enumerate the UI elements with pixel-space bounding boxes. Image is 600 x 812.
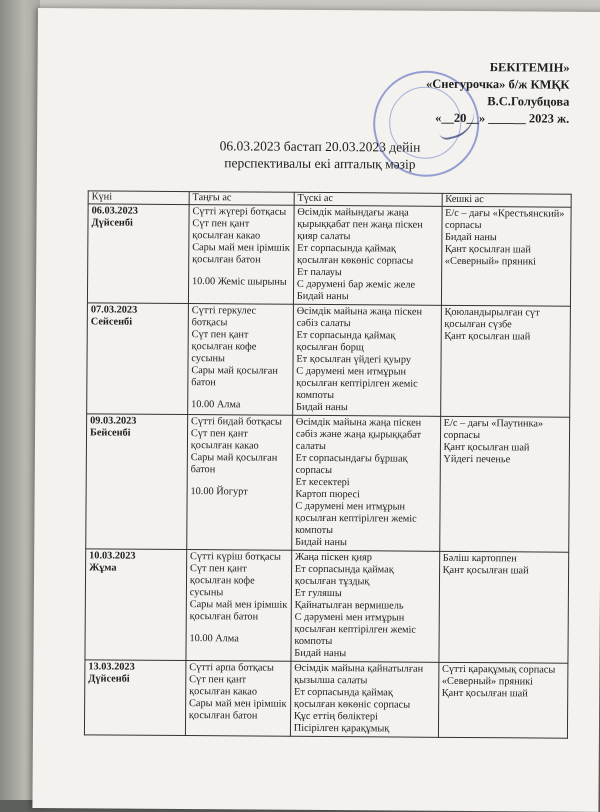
dinner-item: Е/с – дағы «Паутинка» сорпасы: [443, 417, 544, 442]
approval-line-1: БЕКІТЕМІН»: [489, 60, 570, 75]
snack-item: 10.00 Йогурт: [190, 486, 248, 498]
lunch-item: Ет сорпасында қаймақ қосылған борщ: [296, 329, 396, 354]
breakfast-item: Сүт пен қант қосылған какао: [190, 428, 259, 452]
breakfast-item: Сары май қосылған батон: [191, 365, 278, 389]
lunch-item: Бидай наны: [296, 401, 348, 414]
breakfast-item: Сары май қосылған батон: [190, 452, 278, 476]
menu-document: [32, 8, 600, 812]
dinner-cell: [440, 305, 570, 417]
lunch-item: Ет гуляшы: [294, 587, 342, 600]
row-date: 07.03.2023: [90, 304, 138, 316]
breakfast-item: Сары май мен ірімшік қосылған батон: [192, 242, 290, 266]
dinner-item: Үйдегі печенье: [443, 453, 511, 466]
table-row: [85, 549, 569, 663]
menu-table-body: [84, 204, 571, 738]
row-date: 06.03.2023: [91, 205, 138, 217]
lunch-item: Жаңа піскен қияр: [294, 551, 372, 564]
row-date: 13.03.2023: [88, 661, 135, 673]
breakfast-cell: [186, 550, 292, 662]
lunch-item: Құс еттің бөліктері: [293, 710, 378, 723]
snack-item: 10.00 Жеміс шырыны: [191, 276, 287, 288]
dinner-item: Сүтті қарақұмық сорпасы «Северный» пряникі: [441, 663, 556, 688]
breakfast-item: Сүт пен қант қосылған кофе сусыны: [191, 329, 257, 365]
dinner-cell: [439, 416, 569, 552]
lunch-item: Бидай наны: [295, 536, 347, 549]
lunch-item: Пісірілген қарақұмық: [293, 722, 390, 735]
dinner-item: Бәліш картоппен: [442, 552, 517, 565]
table-row: [86, 414, 570, 552]
lunch-item: Картоп пюресі: [295, 488, 361, 501]
lunch-item: Өсімдік майына жаңа піскен сәбіз және жаңа қырыққабат салаты: [295, 416, 422, 453]
breakfast-item: Сүтті күріш ботқасы: [190, 551, 282, 563]
breakfast-item: Сүт пен қант қосылған какао: [189, 674, 258, 698]
day-cell: [85, 549, 187, 661]
dinner-item: Қант қосылған шай: [443, 441, 530, 454]
lunch-item: Ет палауы: [296, 266, 342, 279]
dinner-item: Қант қосылған шай: [444, 330, 531, 343]
lunch-cell: [292, 415, 441, 551]
breakfast-item: Сүтті бидай ботқасы: [190, 416, 282, 428]
breakfast-cell: [188, 304, 294, 416]
approval-line-2: «Снегурочка» б/ж КМҚК: [426, 76, 570, 92]
dinner-cell: [438, 662, 568, 738]
header-dinner: Кешкі ас: [442, 193, 572, 207]
dinner-item: Қоюландырылған сүт қосылған сүзбе: [444, 306, 540, 331]
breakfast-item: Сары май мен ірімшік қосылған батон: [188, 698, 287, 722]
lunch-item: Өсімдік майына жаңа піскен сәбіз салаты: [296, 305, 423, 330]
approval-line-3: В.С.Голубцова: [487, 94, 570, 109]
table-row: [87, 204, 571, 306]
snack-item: 10.00 Алма: [189, 633, 239, 645]
row-weekday: Бейсенбі: [89, 427, 131, 439]
breakfast-cell: [185, 661, 290, 737]
breakfast-item: Сүт пен қант қосылған кофе сусыны: [189, 563, 255, 599]
header-lunch: Түскі ас: [294, 192, 442, 206]
table-row: [84, 660, 568, 738]
lunch-item: Ет сорпасында қаймақ қосылған тұздық: [294, 563, 394, 588]
snack-gap: [191, 389, 289, 400]
dinner-cell: [441, 206, 571, 306]
lunch-item: С дәрумені мен итмұрын қосылған кептірілген жеміс компоты: [294, 611, 417, 648]
row-weekday: Дүйсенбі: [88, 673, 130, 685]
lunch-item: Өсімдік майына қайнатылған қызылша салаты: [294, 662, 424, 687]
title-line-1: 06.03.2023 бастап 20.03.2023 дейін: [219, 138, 421, 155]
day-cell: [87, 303, 189, 415]
day-cell: [87, 204, 189, 304]
breakfast-item: Сүтті геркулес ботқасы: [191, 305, 257, 329]
dinner-item: Қант қосылған шай: [444, 243, 531, 256]
dinner-cell: [439, 551, 569, 663]
breakfast-item: Сүтті арпа ботқасы: [189, 662, 274, 674]
row-weekday: Дүйсенбі: [91, 217, 133, 229]
approval-line-4: «__20__» ______ 2023 ж.: [435, 110, 570, 126]
header-breakfast: Таңғы ас: [189, 192, 294, 206]
lunch-item: Ет кесектері: [295, 476, 350, 489]
row-weekday: Жұма: [89, 562, 117, 574]
dinner-item: Қант қосылған шай: [442, 564, 529, 577]
row-weekday: Сейсенбі: [90, 316, 133, 328]
document-title: [37, 136, 600, 174]
breakfast-item: Сүтті жүгері ботқасы: [192, 206, 287, 218]
lunch-cell: [292, 304, 441, 416]
dinner-item: Бидай наны: [444, 231, 497, 244]
snack-gap: [191, 476, 289, 487]
lunch-item: Ет сорпасында қаймақ қосылған көкөніс сорпасы: [293, 686, 411, 711]
day-cell: [84, 660, 185, 736]
breakfast-cell: [188, 205, 294, 305]
lunch-item: Ет қосылған үйдегі қуыру: [296, 353, 412, 366]
row-date: 09.03.2023: [90, 415, 137, 427]
lunch-item: Қайнатылған вермишель: [294, 599, 404, 612]
lunch-item: С дәрумені мен итмұрын қосылған кептірілген жеміс компоты: [296, 365, 418, 402]
breakfast-item: Сүт пен қант қосылған какао: [192, 218, 261, 242]
lunch-item: С дәрумені мен итмұрын қосылған кептірілген жеміс компоты: [295, 500, 417, 537]
dinner-item: Е/с – дағы «Крестьянский» сорпасы: [445, 207, 565, 232]
breakfast-item: Сары май мен ірімшік қосылған батон: [189, 599, 288, 623]
dinner-item: «Северный» пряникі: [444, 255, 537, 268]
snack-item: 10.00 Алма: [191, 399, 241, 411]
title-line-2: перспективалы екі апталық мәзір: [224, 155, 416, 172]
lunch-item: Бидай наны: [296, 290, 349, 303]
lunch-cell: [291, 550, 440, 662]
approval-block: [426, 59, 570, 128]
lunch-item: Ет сорпасында қаймақ қосылған көкөніс сорпасы: [297, 242, 414, 267]
menu-table: [84, 190, 572, 738]
lunch-cell: [290, 661, 438, 737]
lunch-item: Бидай наны: [294, 647, 347, 660]
header-day: Күні: [88, 191, 189, 205]
lunch-cell: [293, 205, 441, 305]
day-cell: [86, 414, 188, 550]
lunch-item: С дәрумені бар жеміс желе: [296, 278, 416, 291]
lunch-item: Ет сорпасындағы бұршақ сорпасы: [295, 452, 408, 477]
table-row: [87, 303, 571, 417]
dinner-item: Қант қосылған шай: [441, 687, 528, 700]
snack-gap: [190, 623, 288, 634]
lunch-item: Өсімдік майындағы жаңа қырыққабат пен жаңа піскен қияр салаты: [297, 206, 423, 243]
snack-gap: [192, 266, 290, 277]
breakfast-cell: [187, 415, 293, 551]
row-date: 10.03.2023: [89, 550, 136, 562]
